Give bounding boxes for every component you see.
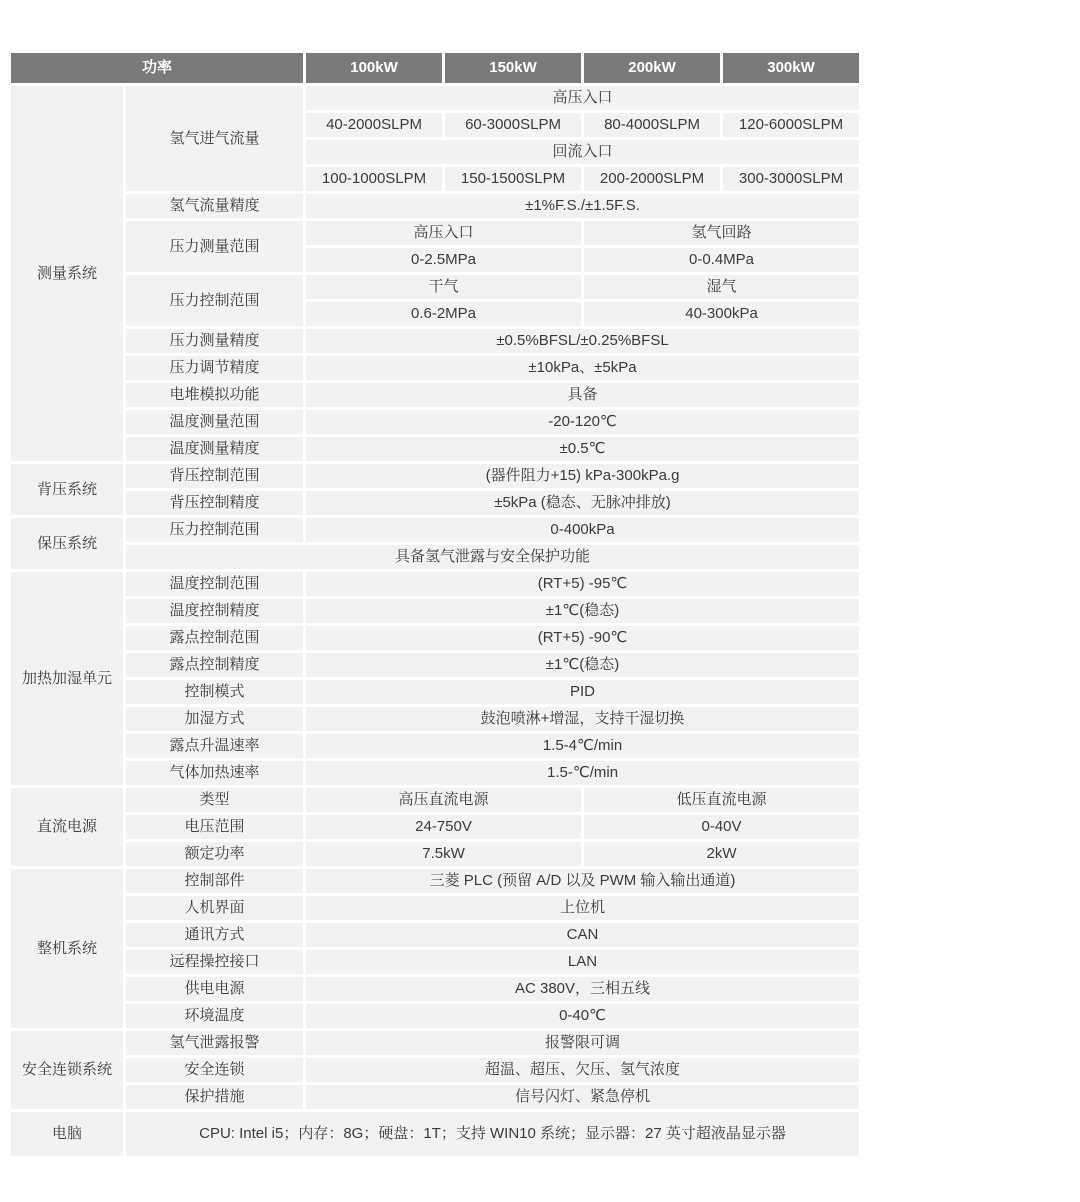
value-pressure-adj-acc: ±10kPa、±5kPa: [305, 355, 861, 382]
row-holdpressure-range: [10, 517, 861, 544]
subheader-return-inlet: 回流入口: [305, 139, 861, 166]
value-remote-port: LAN: [305, 949, 861, 976]
value-protection: 信号闪灯、紧急停机: [305, 1084, 861, 1111]
row-system-1: [10, 895, 861, 922]
row-pressure-meas-acc: [10, 328, 861, 355]
value-leak-alarm: 报警限可调: [305, 1030, 861, 1057]
param-remote-port: 远程操控接口: [125, 949, 305, 976]
param-gas-heating-rate: 气体加热速率: [125, 760, 305, 787]
param-control-parts: 控制部件: [125, 868, 305, 895]
row-dc-voltage: [10, 814, 861, 841]
header-row: [10, 52, 861, 85]
value-dewpoint-ctrl-acc: ±1℃(稳态): [305, 652, 861, 679]
value-dc-voltage-left: 24-750V: [305, 814, 583, 841]
spec-table: [8, 50, 862, 1159]
row-heating-1: [10, 598, 861, 625]
row-system-3: [10, 949, 861, 976]
param-dc-type: 类型: [125, 787, 305, 814]
row-system-2: [10, 922, 861, 949]
row-dc-type: [10, 787, 861, 814]
param-humidify-method: 加湿方式: [125, 706, 305, 733]
subheader-wet-gas: 湿气: [583, 274, 861, 301]
value-ctrl-mode: PID: [305, 679, 861, 706]
value-interlock: 超温、超压、欠压、氢气浓度: [305, 1057, 861, 1084]
value-dc-type-right: 低压直流电源: [583, 787, 861, 814]
param-backpressure-acc: 背压控制精度: [125, 490, 305, 517]
value-hp-flow-200kw: 80-4000SLPM: [583, 112, 722, 139]
param-hmi: 人机界面: [125, 895, 305, 922]
param-pressure-meas-range: 压力测量范围: [125, 220, 305, 274]
param-h2-inlet-flow: 氢气进气流量: [125, 85, 305, 193]
row-heating-7: [10, 760, 861, 787]
row-flow-hp-head: [10, 85, 861, 112]
row-temp-meas-acc: [10, 436, 861, 463]
subheader-hp-inlet: 高压入口: [305, 85, 861, 112]
param-temp-meas-acc: 温度测量精度: [125, 436, 305, 463]
row-holdpressure-note: [10, 544, 861, 571]
value-pressure-meas-left: 0-2.5MPa: [305, 247, 583, 274]
param-pressure-ctrl-range: 压力控制范围: [125, 274, 305, 328]
value-ret-flow-150kw: 150-1500SLPM: [444, 166, 583, 193]
header-col-200kw: 200kW: [583, 52, 722, 85]
row-system-0: [10, 868, 861, 895]
param-leak-alarm: 氢气泄露报警: [125, 1030, 305, 1057]
section-heating-humidifying: 加热加湿单元: [10, 571, 125, 787]
row-flow-accuracy: [10, 193, 861, 220]
header-col-300kw: 300kW: [722, 52, 861, 85]
param-dewpoint-ctrl-range: 露点控制范围: [125, 625, 305, 652]
row-heating-3: [10, 652, 861, 679]
value-computer-spec: CPU: Intel i5；内存：8G；硬盘：1T；支持 WIN10 系统；显示器：27 英寸超液晶显示器: [125, 1111, 861, 1158]
param-dewpoint-ctrl-acc: 露点控制精度: [125, 652, 305, 679]
value-pressure-meas-acc: ±0.5%BFSL/±0.25%BFSL: [305, 328, 861, 355]
value-hp-flow-150kw: 60-3000SLPM: [444, 112, 583, 139]
param-dewpoint-ramp: 露点升温速率: [125, 733, 305, 760]
param-ctrl-mode: 控制模式: [125, 679, 305, 706]
value-pressure-ctrl-right: 40-300kPa: [583, 301, 861, 328]
value-backpressure-acc: ±5kPa (稳态、无脉冲排放): [305, 490, 861, 517]
param-stack-sim: 电堆模拟功能: [125, 382, 305, 409]
value-gas-heating-rate: 1.5-℃/min: [305, 760, 861, 787]
param-pressure-meas-acc: 压力测量精度: [125, 328, 305, 355]
value-hp-flow-300kw: 120-6000SLPM: [722, 112, 861, 139]
row-temp-meas-range: [10, 409, 861, 436]
param-dc-voltage: 电压范围: [125, 814, 305, 841]
value-pressure-ctrl-left: 0.6-2MPa: [305, 301, 583, 328]
value-ret-flow-300kw: 300-3000SLPM: [722, 166, 861, 193]
param-temp-ctrl-acc: 温度控制精度: [125, 598, 305, 625]
row-computer: [10, 1111, 861, 1158]
value-holdpressure-range: 0-400kPa: [305, 517, 861, 544]
param-dc-rated: 额定功率: [125, 841, 305, 868]
value-humidify-method: 鼓泡喷淋+增湿，支持干湿切换: [305, 706, 861, 733]
value-ambient-temp: 0-40℃: [305, 1003, 861, 1030]
row-system-4: [10, 976, 861, 1003]
value-dc-rated-left: 7.5kW: [305, 841, 583, 868]
param-pressure-adj-acc: 压力调节精度: [125, 355, 305, 382]
row-backpressure-range: [10, 463, 861, 490]
header-power: 功率: [10, 52, 305, 85]
value-control-parts: 三菱 PLC (预留 A/D 以及 PWM 输入输出通道): [305, 868, 861, 895]
value-flow-accuracy: ±1%F.S./±1.5F.S.: [305, 193, 861, 220]
value-dewpoint-ctrl-range: (RT+5) -90℃: [305, 625, 861, 652]
section-measurement: 测量系统: [10, 85, 125, 463]
value-pressure-meas-right: 0-0.4MPa: [583, 247, 861, 274]
subheader-dry-gas: 干气: [305, 274, 583, 301]
row-heating-5: [10, 706, 861, 733]
section-safety-interlock: 安全连锁系统: [10, 1030, 125, 1111]
param-holdpressure-range: 压力控制范围: [125, 517, 305, 544]
value-power-supply: AC 380V，三相五线: [305, 976, 861, 1003]
value-comm: CAN: [305, 922, 861, 949]
param-temp-ctrl-range: 温度控制范围: [125, 571, 305, 598]
row-backpressure-acc: [10, 490, 861, 517]
row-heating-0: [10, 571, 861, 598]
row-heating-4: [10, 679, 861, 706]
header-col-100kw: 100kW: [305, 52, 444, 85]
value-dc-type-left: 高压直流电源: [305, 787, 583, 814]
param-temp-meas-range: 温度测量范围: [125, 409, 305, 436]
value-safety-note: 具备氢气泄露与安全保护功能: [125, 544, 861, 571]
subheader-hp-inlet-2: 高压入口: [305, 220, 583, 247]
value-dc-rated-right: 2kW: [583, 841, 861, 868]
row-pressure-ctrl-head: [10, 274, 861, 301]
section-back-pressure: 背压系统: [10, 463, 125, 517]
param-comm: 通讯方式: [125, 922, 305, 949]
row-safety-2: [10, 1084, 861, 1111]
value-ret-flow-200kw: 200-2000SLPM: [583, 166, 722, 193]
row-pressure-meas-head: [10, 220, 861, 247]
section-computer: 电脑: [10, 1111, 125, 1158]
section-dc-power: 直流电源: [10, 787, 125, 868]
param-power-supply: 供电电源: [125, 976, 305, 1003]
value-ret-flow-100kw: 100-1000SLPM: [305, 166, 444, 193]
section-pressure-hold: 保压系统: [10, 517, 125, 571]
value-temp-meas-range: -20-120℃: [305, 409, 861, 436]
row-heating-2: [10, 625, 861, 652]
value-temp-meas-acc: ±0.5℃: [305, 436, 861, 463]
value-temp-ctrl-range: (RT+5) -95℃: [305, 571, 861, 598]
header-col-150kw: 150kW: [444, 52, 583, 85]
row-dc-rated: [10, 841, 861, 868]
param-interlock: 安全连锁: [125, 1057, 305, 1084]
row-heating-6: [10, 733, 861, 760]
param-backpressure-range: 背压控制范围: [125, 463, 305, 490]
value-temp-ctrl-acc: ±1℃(稳态): [305, 598, 861, 625]
param-flow-accuracy: 氢气流量精度: [125, 193, 305, 220]
section-whole-system: 整机系统: [10, 868, 125, 1030]
value-dc-voltage-right: 0-40V: [583, 814, 861, 841]
value-backpressure-range: (器件阻力+15) kPa-300kPa.g: [305, 463, 861, 490]
row-stack-sim: [10, 382, 861, 409]
row-pressure-adj-acc: [10, 355, 861, 382]
param-protection: 保护措施: [125, 1084, 305, 1111]
row-safety-1: [10, 1057, 861, 1084]
param-ambient-temp: 环境温度: [125, 1003, 305, 1030]
value-dewpoint-ramp: 1.5-4℃/min: [305, 733, 861, 760]
value-stack-sim: 具备: [305, 382, 861, 409]
value-hp-flow-100kw: 40-2000SLPM: [305, 112, 444, 139]
value-hmi: 上位机: [305, 895, 861, 922]
row-system-5: [10, 1003, 861, 1030]
row-safety-0: [10, 1030, 861, 1057]
subheader-h2-loop: 氢气回路: [583, 220, 861, 247]
